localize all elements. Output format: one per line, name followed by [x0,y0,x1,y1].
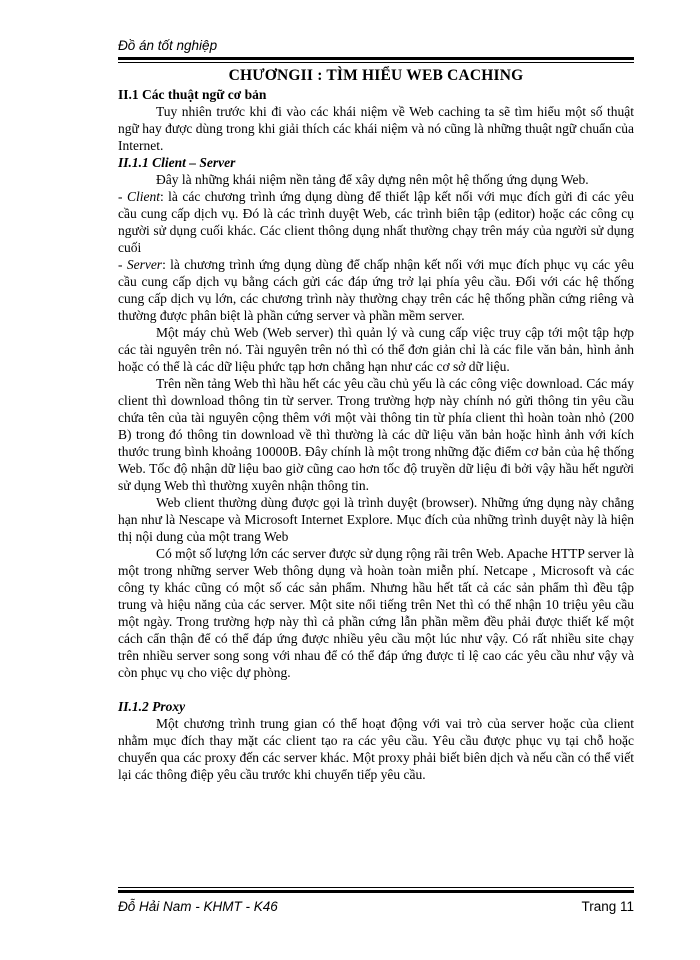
client-definition-text: : là các chương trình ứng dụng dùng để thiết lập kết nối với mục đích gửi đi các yêu cầu cung cấp dịch vụ. Đó là các trình duyệt Web, các trình biên tập (editor) hoặc các công cụ người sử dụng cuối khác. Các client thông dụng nhất thường chạy trên máy của người sử dụng cuối [118,189,634,255]
server-definition-text: : là chương trình ứng dụng dùng để chấp nhận kết nối với mục đích phục vụ các yêu cầu cung cấp dịch vụ bằng cách gửi các đáp ứng trở lại phía yêu cầu. Đối với các hệ thống cung cấp dịch vụ lớn, các chương trình này thường chạy trên các hệ thống phần cứng riêng và thường được phân biệt là phần cứng server và phần mềm server. [118,257,634,323]
paragraph: Trên nền tảng Web thì hầu hết các yêu cầu chủ yếu là các công việc download. Các máy client thì download thông tin từ server. Trong trường hợp này chính nó gửi thông tin yêu cầu chứa tên của tài nguyên cộng thêm với một vài thông tin từ phía client thì hoàn toàn nhỏ (200 B) trong đó thông tin download về thì thường là các dữ liệu văn bản hoặc hình ảnh với kích thước trung bình khoảng 10000B. Đây chính là một trong những đặc điểm cơ bản của hệ thống Web. Tốc độ nhận dữ liệu bao giờ cũng cao hơn tốc độ truyền dữ liệu đi bởi vậy hầu hết người sử dụng Web thì thường xuyên nhận thông tin. [118,376,634,493]
client-term: Client [126,189,160,204]
footer-rule [118,890,634,893]
footer-author: Đỗ Hải Nam - KHMT - K46 [118,899,278,914]
chapter-title: CHƯƠNGII : TÌM HIỂU WEB CACHING [228,67,524,84]
paragraph: Một máy chủ Web (Web server) thì quản lý và cung cấp việc truy cập tới một tập hợp các tài nguyên trên nó. Tài nguyên trên nó thì có thể đơn giản chỉ là các file văn bản, hình ảnh hoặc có thể là các dữ liệu phức tạp hơn chẳng hạn như các cơ sở dữ liệu. [118,325,634,374]
subsection-heading-client-server: II.1.1 Client – Server [118,155,236,170]
page-number: Trang 11 [581,899,634,914]
server-definition: - Server: là chương trình ứng dụng dùng để chấp nhận kết nối với mục đích phục vụ các yêu cầu cung cấp dịch vụ bằng cách gửi các đáp ứng trở lại phía yêu cầu. Đối với các hệ thống cung cấp dịch vụ lớn, các chương trình này thường chạy trên các hệ thống phần cứng riêng và thường được phân biệt là phần cứng server và phần mềm server. [118,257,634,323]
paragraph: Đây là những khái niệm nền tảng để xây dựng nên một hệ thống ứng dụng Web. [156,172,589,187]
subsection-heading-proxy: II.1.2 Proxy [118,699,186,714]
footer-rule-thin [118,887,634,888]
intro-paragraph: Tuy nhiên trước khi đi vào các khái niệm về Web caching ta sẽ tìm hiểu một số thuật ngữ hay được dùng trong khi giải thích các khái niệm và nó cũng là những thuật ngữ chuẩn của Internet. [118,104,634,153]
paragraph: Một chương trình trung gian có thể hoạt động với vai trò của server hoặc của client nhằm mục đích thay mặt các client tạo ra các yêu cầu. Yêu cầu được phục vụ tại chỗ hoặc chuyển qua các proxy đến các server khác. Một proxy phải biết biên dịch và nếu cần có thể viết lại các thông điệp yêu cầu trước khi chuyển tiếp yêu cầu. [118,716,634,782]
server-term: Server [126,257,163,272]
document-body [118,66,634,783]
section-heading: II.1 Các thuật ngữ cơ bản [118,87,267,102]
client-definition: - Client: là các chương trình ứng dụng dùng để thiết lập kết nối với mục đích gửi đi các yêu cầu cung cấp dịch vụ. Đó là các trình duyệt Web, các trình biên tập (editor) hoặc các công cụ người sử dụng cuối khác. Các client thông dụng nhất thường chạy trên máy của người sử dụng cuối [118,189,634,255]
paragraph: Web client thường dùng được gọi là trình duyệt (browser). Những ứng dụng này chẳng hạn như là Nescape và Microsoft Internet Explore. Mục đích của những trình duyệt này là hiện thị nội dung của một trang Web [118,495,634,544]
header-rule-thin [118,62,634,63]
header-rule [118,57,634,60]
paragraph: Có một số lượng lớn các server được sử dụng rộng rãi trên Web. Apache HTTP server là một trong những server Web thông dụng và hoàn toàn miễn phí. Netcape , Microsoft và các công ty khác cũng có một số các sản phẩm. Nhưng hầu hết tất cả các sản phẩm thì đều tập trung và hiệu năng của các server. Một site nổi tiếng trên Net thì có thể nhận 10 triệu yêu cầu một ngày. Trong trường hợp này thì cả phần cứng lẫn phần mềm đều phải được thiết kế một cách cẩn thận để có thể đáp ứng được nhiều yêu cầu một lúc như vậy. Có rất nhiều site chạy trên nhiều server song song với nhau để có thể đáp ứng được tỉ lệ cao các yêu cầu như vậy và còn phục vụ cho việc dự phòng. [118,546,634,680]
spacer [118,681,634,698]
header-title: Đồ án tốt nghiệp [118,38,218,53]
